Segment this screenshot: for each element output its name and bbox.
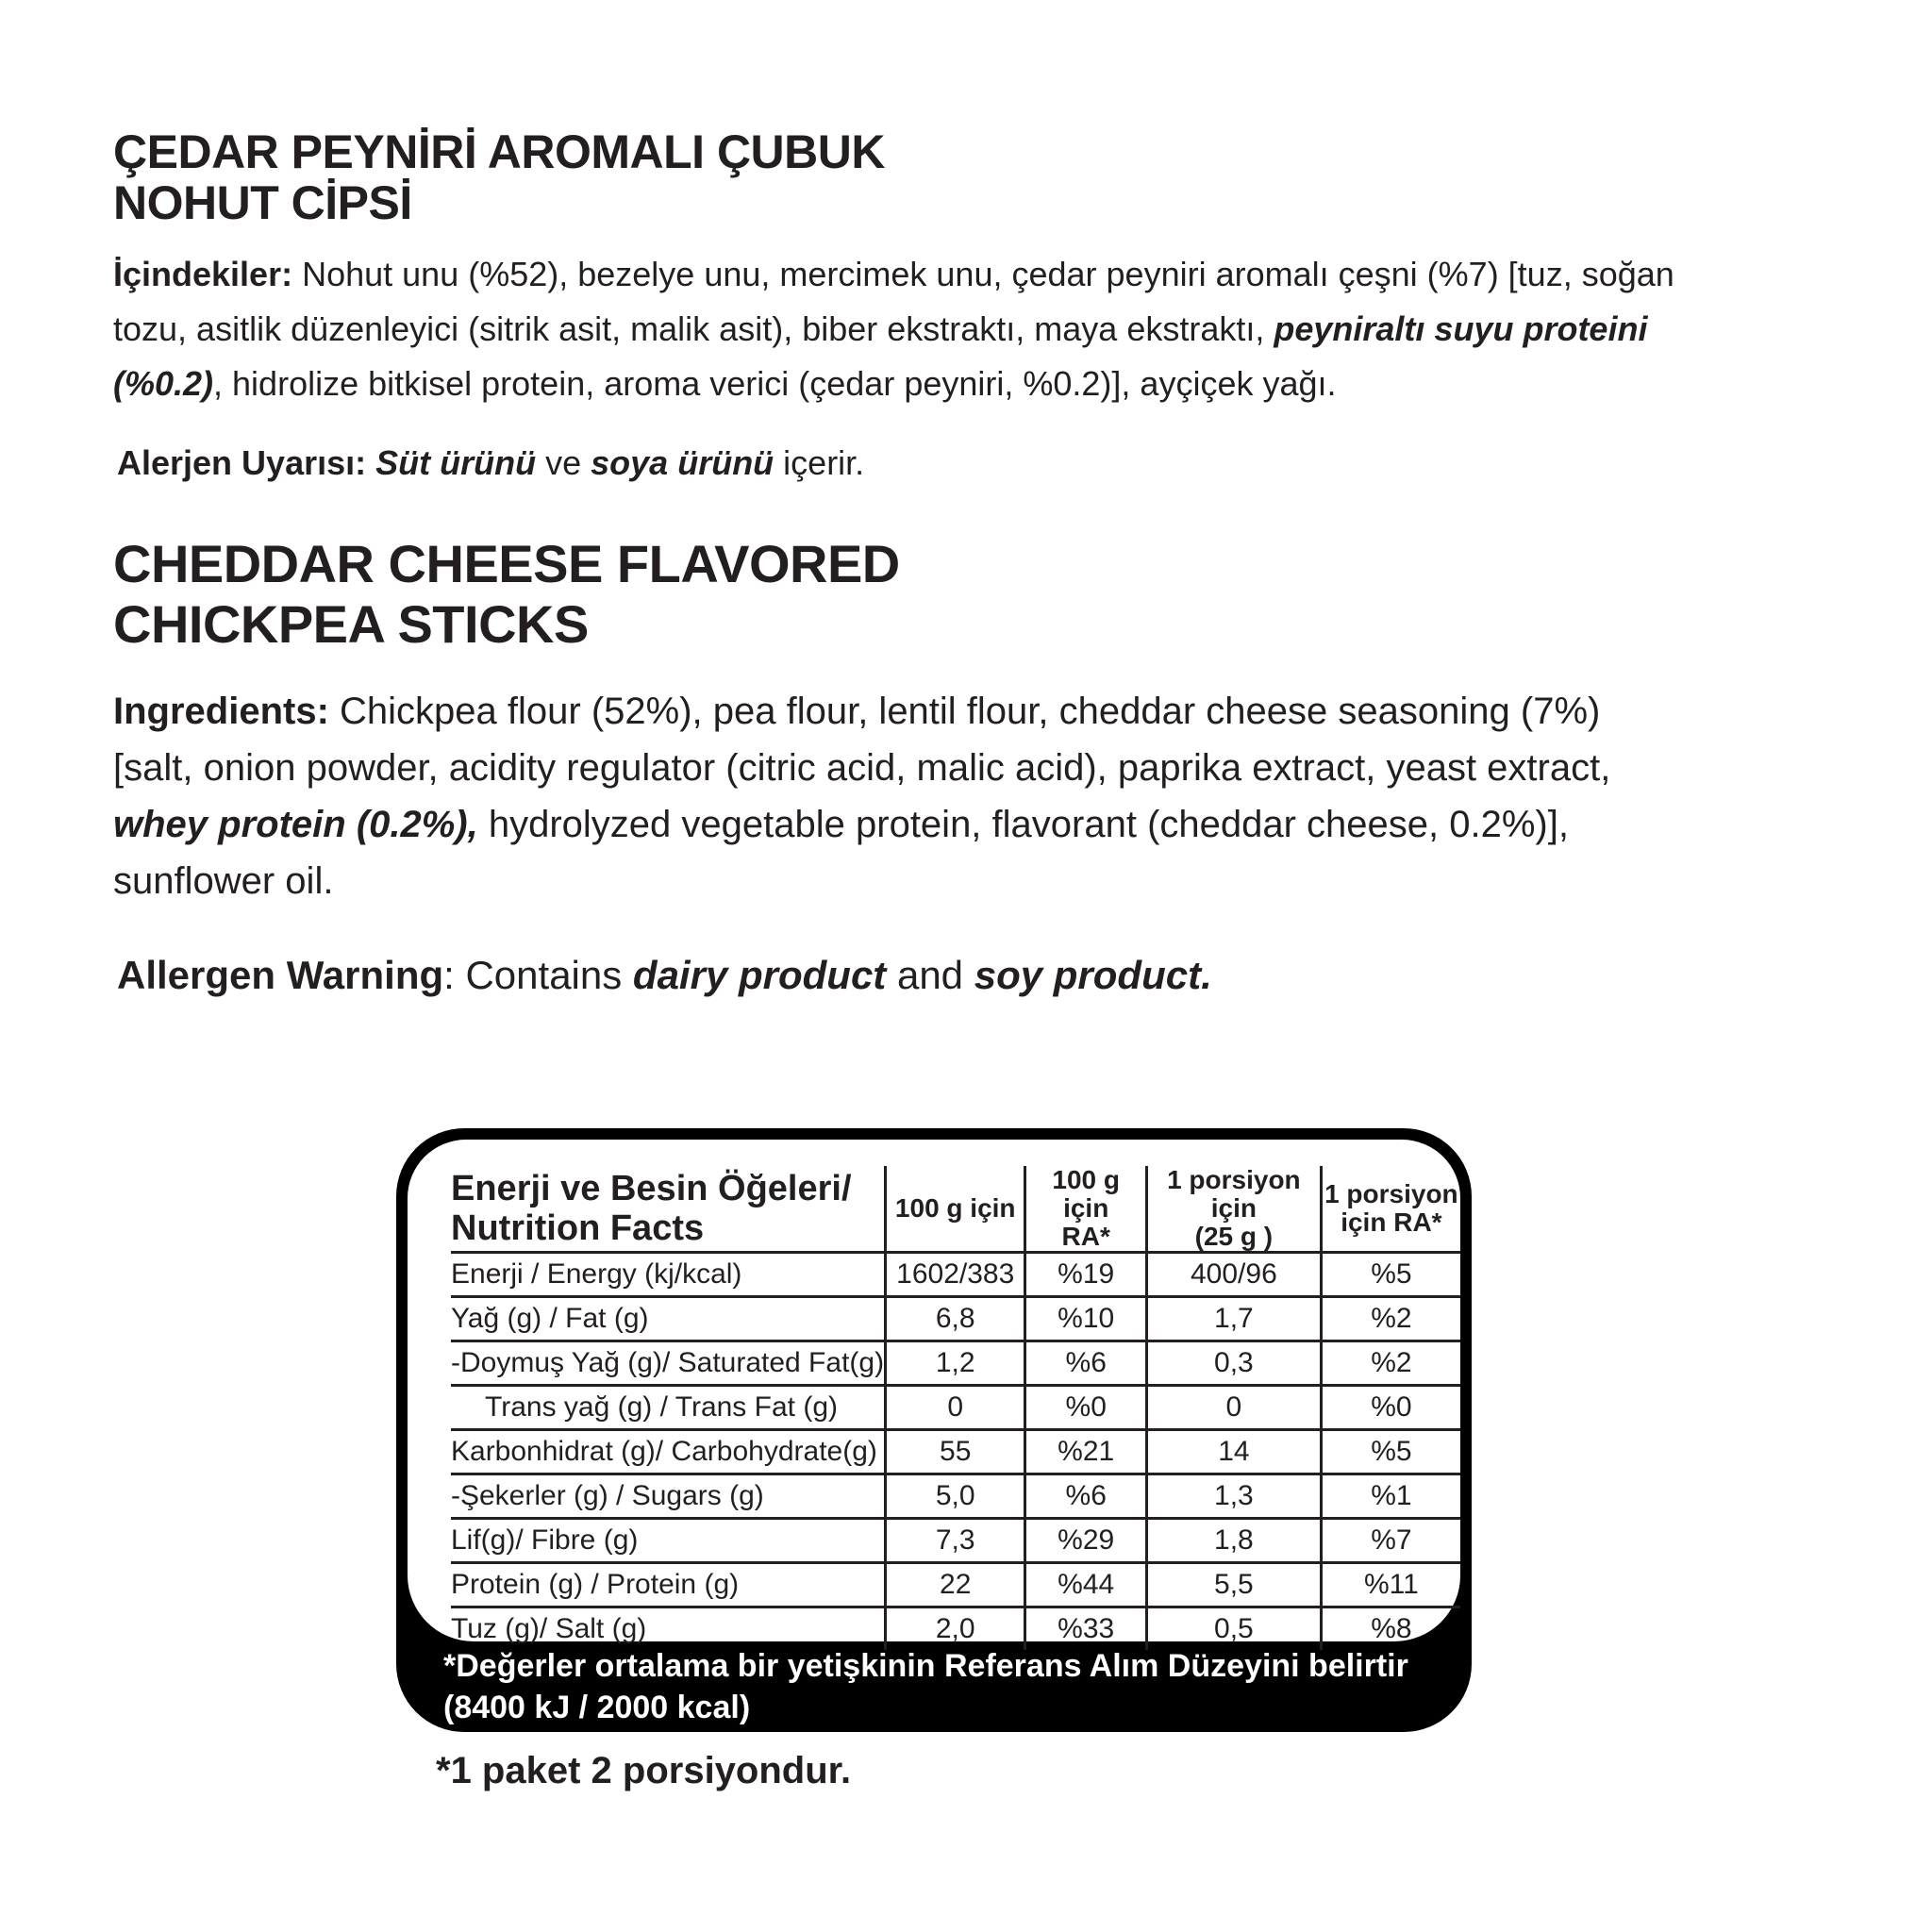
header-ra-100g-line2: RA* — [1061, 1222, 1110, 1251]
portion-note: *1 paket 2 porsiyondur. — [436, 1750, 852, 1791]
turkish-ingredients — [113, 247, 1717, 411]
cell-per-100g: 1,2 — [886, 1341, 1025, 1386]
cell-ra-portion: %8 — [1321, 1607, 1460, 1651]
turkish-allergen-emph1: Süt ürünü — [375, 443, 537, 482]
cell-per-portion: 0,3 — [1147, 1341, 1322, 1386]
cell-ra-portion: %5 — [1321, 1253, 1460, 1297]
header-nutrient-line2: Nutrition Facts — [451, 1208, 705, 1248]
nutrition-table — [451, 1166, 1460, 1650]
cell-per-portion: 5,5 — [1147, 1563, 1322, 1607]
turkish-ingredients-label: İçindekiler: — [113, 255, 293, 293]
cell-ra-100g: %29 — [1025, 1519, 1147, 1563]
english-ingredients — [113, 683, 1660, 909]
english-allergen-emph2: soy product. — [974, 953, 1212, 997]
row-label: Karbonhidrat (g)/ Carbohydrate(g) — [451, 1430, 886, 1474]
cell-per-100g: 0 — [886, 1386, 1025, 1430]
header-ra-100g — [1025, 1166, 1147, 1253]
row-label: Lif(g)/ Fibre (g) — [451, 1519, 886, 1563]
cell-ra-portion: %2 — [1321, 1297, 1460, 1341]
english-ingredients-text2: hydrolyzed vegetable protein, flavorant (cheddar cheese, 0.2%)], sunflower oil. — [113, 804, 1569, 902]
cell-per-100g: 22 — [886, 1563, 1025, 1607]
cell-per-100g: 6,8 — [886, 1297, 1025, 1341]
turkish-product-title — [113, 126, 1340, 228]
turkish-allergen-mid: ve — [536, 443, 591, 482]
table-row — [451, 1386, 1460, 1430]
cell-ra-portion: %2 — [1321, 1341, 1460, 1386]
cell-per-portion: 14 — [1147, 1430, 1322, 1474]
header-per-portion-line1: 1 porsiyon için — [1167, 1165, 1301, 1223]
cell-per-portion: 1,3 — [1147, 1474, 1322, 1519]
table-row — [451, 1563, 1460, 1607]
cell-ra-portion: %7 — [1321, 1519, 1460, 1563]
cell-ra-portion: %1 — [1321, 1474, 1460, 1519]
turkish-title-line1: ÇEDAR PEYNİRİ AROMALI ÇUBUK — [113, 125, 885, 178]
row-label: Enerji / Energy (kj/kcal) — [451, 1253, 886, 1297]
cell-per-100g: 55 — [886, 1430, 1025, 1474]
nutrition-header-row — [451, 1166, 1460, 1253]
row-label: -Doymuş Yağ (g)/ Saturated Fat(g) — [451, 1341, 886, 1386]
cell-per-portion: 1,7 — [1147, 1297, 1322, 1341]
turkish-ingredients-emph: peyniraltı suyu proteini (%0.2) — [113, 309, 1648, 403]
english-product-title — [113, 534, 1340, 655]
nutrition-table-area — [408, 1140, 1460, 1644]
cell-ra-100g: %33 — [1025, 1607, 1147, 1651]
cell-ra-100g: %19 — [1025, 1253, 1147, 1297]
turkish-allergen-end: içerir. — [774, 443, 865, 482]
header-per-portion — [1147, 1166, 1322, 1253]
header-ra-100g-line1: 100 g için — [1052, 1165, 1120, 1223]
english-allergen-emph1: dairy product — [632, 953, 887, 997]
english-title-line1: CHEDDAR CHEESE FLAVORED — [113, 534, 900, 593]
cell-per-100g: 1602/383 — [886, 1253, 1025, 1297]
cell-ra-portion: %0 — [1321, 1386, 1460, 1430]
row-label: -Şekerler (g) / Sugars (g) — [451, 1474, 886, 1519]
english-ingredients-text1: Chickpea flour (52%), pea flour, lentil flour, cheddar cheese seasoning (7%) [salt, onion powder, acidity regulator (citric acid, malic acid), paprika extract, yeast extract, — [113, 691, 1611, 789]
header-nutrient-line1: Enerji ve Besin Öğeleri/ — [451, 1169, 852, 1208]
row-label: Tuz (g)/ Salt (g) — [451, 1613, 647, 1644]
row-label: Trans yağ (g) / Trans Fat (g) — [451, 1386, 886, 1430]
table-row — [451, 1519, 1460, 1563]
turkish-allergen-warning — [117, 440, 1721, 487]
header-per-portion-line2: (25 g ) — [1194, 1222, 1274, 1251]
footnote-line1: *Değerler ortalama bir yetişkinin Referans Alım Düzeyini belirtir — [443, 1648, 1408, 1684]
turkish-ingredients-text1: Nohut unu (%52), bezelye unu, mercimek unu, çedar peyniri aromalı çeşni (%7) [tuz, soğan tozu, asitlik düzenleyici (sitrik asit, malik asit), biber ekstraktı, maya ekstraktı, — [113, 255, 1674, 348]
english-ingredients-emph: whey protein (0.2%), — [113, 804, 478, 845]
cell-per-portion: 0 — [1147, 1386, 1322, 1430]
table-row — [451, 1430, 1460, 1474]
cell-ra-100g: %10 — [1025, 1297, 1147, 1341]
nutrition-facts-panel — [396, 1128, 1472, 1732]
cell-per-100g: 2,0 — [886, 1607, 1025, 1651]
table-row — [451, 1297, 1460, 1341]
header-per-100g: 100 g için — [886, 1166, 1025, 1253]
header-nutrient — [451, 1166, 886, 1253]
row-label: Yağ (g) / Fat (g) — [451, 1297, 886, 1341]
table-row — [451, 1253, 1460, 1297]
cell-per-100g: 5,0 — [886, 1474, 1025, 1519]
english-allergen-label: Allergen Warning — [117, 953, 444, 997]
cell-ra-100g: %21 — [1025, 1430, 1147, 1474]
cell-per-100g: 7,3 — [886, 1519, 1025, 1563]
turkish-ingredients-text2: , hidrolize bitkisel protein, aroma verici (çedar peyniri, %0.2)], ayçiçek yağı. — [213, 364, 1337, 403]
cell-ra-portion: %11 — [1321, 1563, 1460, 1607]
cell-ra-100g: %6 — [1025, 1341, 1147, 1386]
header-ra-portion-line1: 1 porsiyon — [1324, 1179, 1458, 1208]
table-row — [451, 1474, 1460, 1519]
cell-ra-100g: %0 — [1025, 1386, 1147, 1430]
cell-ra-100g: %44 — [1025, 1563, 1147, 1607]
turkish-allergen-label: Alerjen Uyarısı: — [117, 443, 367, 482]
header-ra-portion — [1321, 1166, 1460, 1253]
cell-per-portion: 1,8 — [1147, 1519, 1322, 1563]
footnote-line2: (8400 kJ / 2000 kcal) — [443, 1690, 751, 1725]
english-allergen-warning — [117, 947, 1721, 1004]
english-title-line2: CHICKPEA STICKS — [113, 594, 589, 654]
turkish-allergen-emph2: soya ürünü — [591, 443, 774, 482]
cell-ra-100g: %6 — [1025, 1474, 1147, 1519]
table-row — [451, 1341, 1460, 1386]
cell-ra-portion: %5 — [1321, 1430, 1460, 1474]
english-allergen-colon: : Contains — [443, 953, 633, 997]
reference-intake-footnote — [443, 1645, 1443, 1728]
english-allergen-mid: and — [886, 953, 974, 997]
english-ingredients-label: Ingredients: — [113, 691, 329, 732]
header-ra-portion-line2: için RA* — [1341, 1208, 1442, 1237]
cell-per-portion: 0,5 — [1147, 1607, 1322, 1651]
cell-per-portion: 400/96 — [1147, 1253, 1322, 1297]
table-row — [451, 1607, 1460, 1651]
turkish-title-line2: NOHUT CİPSİ — [113, 176, 412, 229]
row-label: Protein (g) / Protein (g) — [451, 1563, 886, 1607]
